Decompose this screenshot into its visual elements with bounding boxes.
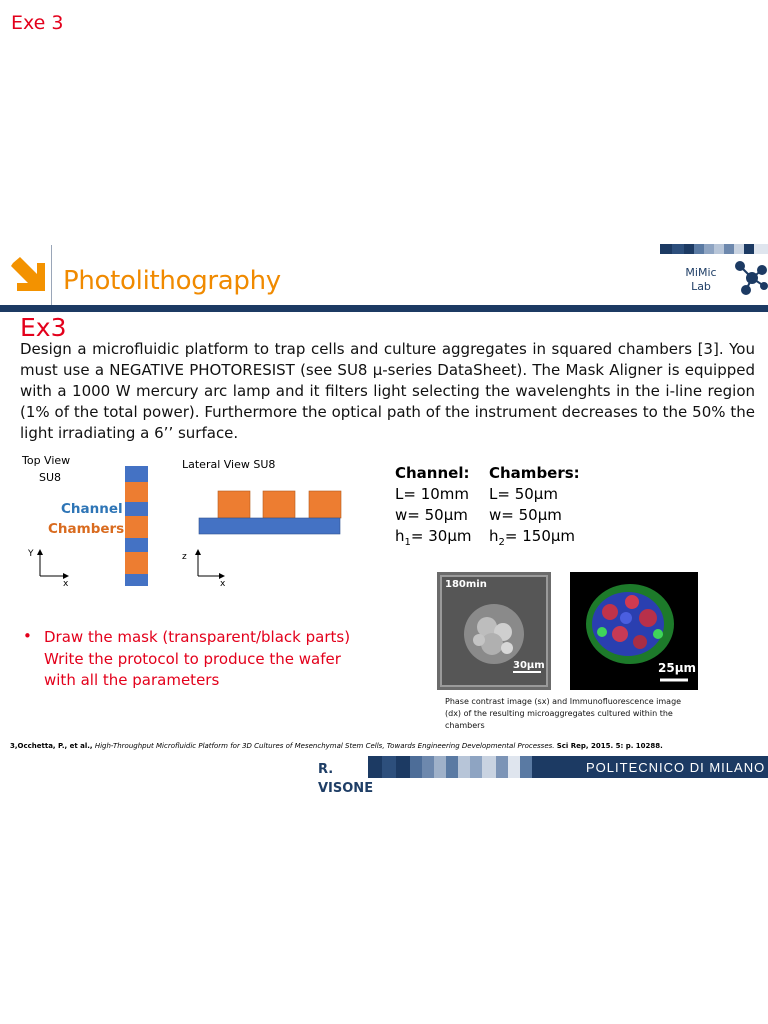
author bbox=[318, 760, 373, 798]
chambers-length: L= 50μm bbox=[489, 485, 558, 503]
axis-z-label: z bbox=[182, 552, 187, 562]
chambers-width: w= 50μm bbox=[489, 506, 562, 524]
channel-segment bbox=[125, 466, 148, 482]
channel-segment bbox=[125, 538, 148, 552]
lateral-view-label: Lateral View SU8 bbox=[182, 458, 276, 471]
channel-legend-label: Channel bbox=[61, 501, 123, 517]
header-bar bbox=[0, 305, 768, 312]
arrow-icon bbox=[10, 256, 48, 294]
instructions bbox=[44, 627, 350, 692]
figure-caption: Phase contrast image (sx) and Immunofluorescence image (dx) of the resulting microaggregates cultured within the chambers bbox=[445, 697, 682, 730]
channel-specs bbox=[395, 463, 471, 553]
lateral-view-axes bbox=[178, 546, 228, 588]
citation-title: High-Throughput Microfluidic Platform for 3D Cultures of Mesenchymal Stem Cells, Towards Engineering Developmental Processes. bbox=[94, 742, 555, 750]
chamber-block bbox=[125, 552, 148, 574]
su8-label: SU8 bbox=[39, 471, 62, 484]
citation-authors: 3,Occhetta, P., et al., bbox=[10, 742, 93, 750]
logo-line-2: Lab bbox=[691, 280, 711, 293]
chamber-pillar bbox=[263, 491, 295, 518]
mimic-lab-text bbox=[684, 266, 718, 294]
axis-y-label: Y bbox=[28, 549, 34, 559]
instruction-line: Write the protocol to produce the wafer bbox=[44, 649, 341, 668]
page-label: Exe 3 bbox=[11, 12, 64, 34]
chamber-block bbox=[125, 482, 148, 502]
lateral-view-diagram bbox=[196, 488, 342, 536]
slide-title: Photolithography bbox=[63, 266, 281, 296]
chamber-pillar bbox=[218, 491, 250, 518]
top-view-label: Top View bbox=[22, 454, 71, 467]
phase-contrast-image bbox=[437, 572, 551, 690]
citation bbox=[10, 742, 663, 750]
fluo-scale-label: 25μm bbox=[658, 661, 697, 675]
channel-length: L= 10mm bbox=[395, 485, 470, 503]
instruction-line: Draw the mask (transparent/black parts) bbox=[44, 628, 351, 646]
axis-x-label: x bbox=[63, 579, 69, 588]
channel-segment bbox=[125, 502, 148, 516]
citation-journal: Sci Rep, 2015. 5: p. 10288. bbox=[556, 742, 663, 750]
author-initial: R. bbox=[318, 762, 334, 777]
channel-segment bbox=[125, 574, 148, 586]
instruction-line: with all the parameters bbox=[44, 671, 220, 689]
footer-bar bbox=[368, 756, 768, 778]
institution-name: POLITECNICO DI MILANO bbox=[586, 760, 766, 775]
top-view-axes bbox=[28, 546, 78, 588]
chamber-block bbox=[125, 516, 148, 538]
phase-scale-label: 30μm bbox=[513, 660, 545, 671]
author-surname: VISONE bbox=[318, 781, 374, 796]
bullet-icon: • bbox=[23, 627, 32, 645]
header-divider bbox=[51, 245, 52, 307]
chamber-pillar bbox=[309, 491, 341, 518]
immunofluorescence-image bbox=[570, 572, 698, 690]
exercise-heading: Ex3 bbox=[20, 313, 67, 342]
chambers-legend-label: Chambers bbox=[48, 521, 125, 537]
logo-line-1: MiMic bbox=[685, 266, 717, 279]
chambers-specs-title: Chambers: bbox=[489, 464, 580, 482]
exercise-description: Design a microfluidic platform to trap cells and culture aggregates in squared chambers [3]. You must use a NEGATIVE PHOTORESIST (see SU8 μ-series DataSheet). The Mask Aligner is equipped with a 1000 W mercury arc lamp and it filters light selecting the wavelenghts in the i-line region (1% of the total power). Furthermore the optical path of the instrument decreases to the 50% the light irradiating a 6’’ surface. bbox=[20, 340, 755, 442]
phase-time-label: 180min bbox=[445, 579, 487, 590]
channel-width: w= 50μm bbox=[395, 506, 468, 524]
top-view-diagram bbox=[120, 466, 152, 588]
channel-height: $h_1= 30\mu m$ bbox=[395, 527, 472, 548]
axis-x-label: x bbox=[220, 579, 226, 588]
channel-layer bbox=[199, 518, 340, 534]
chambers-specs bbox=[489, 463, 580, 553]
channel-specs-title: Channel: bbox=[395, 464, 470, 482]
chambers-height: $h_2= 150\mu m$ bbox=[489, 527, 576, 548]
